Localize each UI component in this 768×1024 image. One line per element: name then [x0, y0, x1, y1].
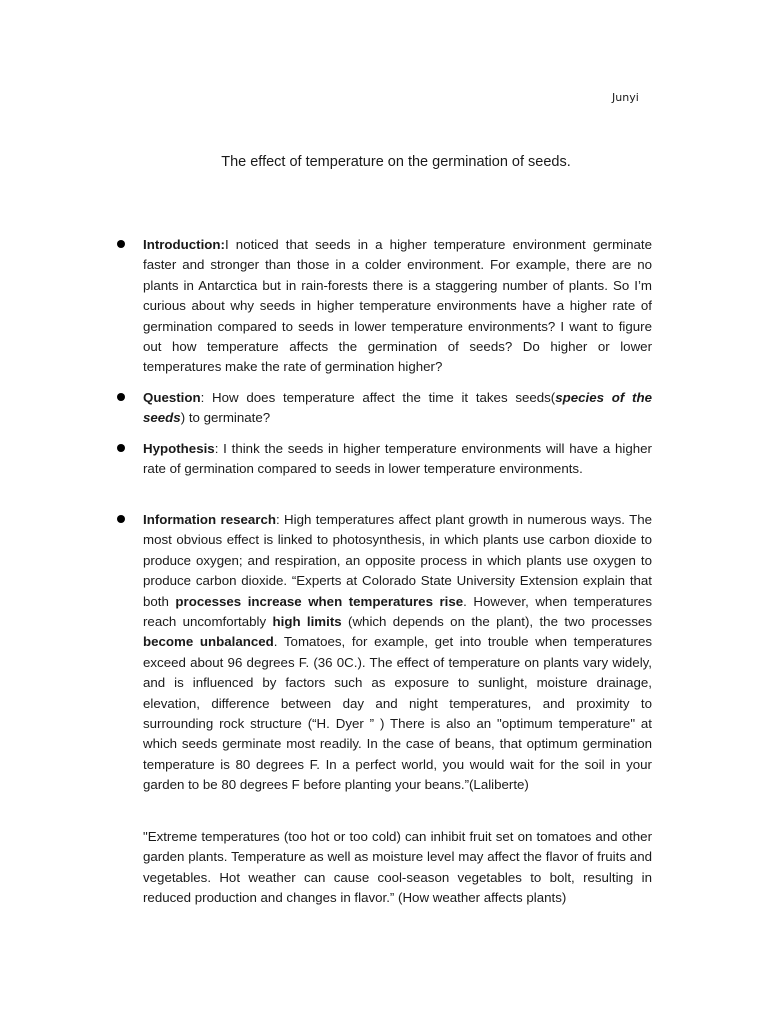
information-research-bold-1: processes increase when temperatures rise [175, 593, 464, 609]
hypothesis-paragraph [143, 439, 652, 480]
document-title: The effect of temperature on the germination of seeds. [221, 154, 571, 170]
hypothesis-text: : I think the seeds in higher temperature environments will have a higher rate of germination compared to seeds in lower temperature environments. [143, 441, 652, 477]
bullet-question [117, 388, 652, 429]
bullet-dot [117, 444, 125, 452]
bullet-hypothesis [117, 439, 652, 480]
introduction-label: Introduction: [143, 237, 225, 252]
information-research-text-2: . However, when temperatures reach uncomfortably [143, 593, 652, 630]
bullet-introduction [117, 235, 652, 378]
information-research-bold-3: become unbalanced [143, 634, 274, 650]
question-text-after: ) to germinate? [180, 410, 271, 426]
bullet-dot [117, 393, 125, 401]
question-text-before: : How does temperature affect the time it takes seeds( [200, 390, 556, 405]
information-research-label: Information research [143, 512, 276, 527]
information-research-text-3: (which depends on the plant), the two processes [341, 614, 652, 630]
information-research-text-1: : High temperatures affect plant growth in numerous ways. The most obvious effect is linked to photosynthesis, in which plants use carbon dioxide to produce oxygen; and respiration, an opposite process in which plants use oxygen to produce carbon dioxide. “Experts at Colorado State University Extension explain that both [143, 512, 652, 609]
bullet-dot [117, 240, 125, 248]
information-research-paragraph [143, 510, 652, 796]
author-name: Junyi [612, 91, 639, 104]
bullet-information-research [117, 510, 652, 796]
introduction-text: I noticed that seeds in a higher temperature environment germinate faster and stronger than those in a colder environment. For example, there are no plants in Antarctica but in rain-forests there is a staggering number of plants. So I’m curious about why seeds in higher temperature environments have a higher rate of germination compared to seeds in lower temperature environments? I want to figure out how temperature affects the germination of seeds? Do higher or lower temperatures make the rate of germination higher? [143, 237, 652, 375]
hypothesis-label: Hypothesis [143, 441, 215, 456]
introduction-paragraph [143, 235, 652, 378]
question-label: Question [143, 390, 201, 405]
question-paragraph [143, 388, 652, 429]
quote-paragraph: "Extreme temperatures (too hot or too cold) can inhibit fruit set on tomatoes and other garden plants. Temperature as well as moisture level may affect the flavor of fruits and vegetables. Hot weather can cause cool-season vegetables to bolt, resulting in reduced production and changes in flavor.” (How weather affects plants) [143, 829, 652, 906]
information-research-text-4: . Tomatoes, for example, get into trouble when temperatures exceed about 96 degrees F. (36 0C.). The effect of temperature on plants vary widely, and is influenced by factors such as exposure to sunlight, moisture drainage, elevation, difference between day and night temperatures, and proximity to surrounding rock structure (“H. Dyer ” ) There is also an "optimum temperature" at which seeds germinate most readily. In the case of beans, that optimum germination temperature is 80 degrees F. In a perfect world, you would wait for the soil in your garden to be 80 degrees F before planting your beans.”(Laliberte) [143, 634, 652, 793]
bullet-dot [117, 515, 125, 523]
information-research-bold-2: high limits [272, 614, 342, 630]
question-emphasis: species of the seeds [143, 390, 652, 426]
